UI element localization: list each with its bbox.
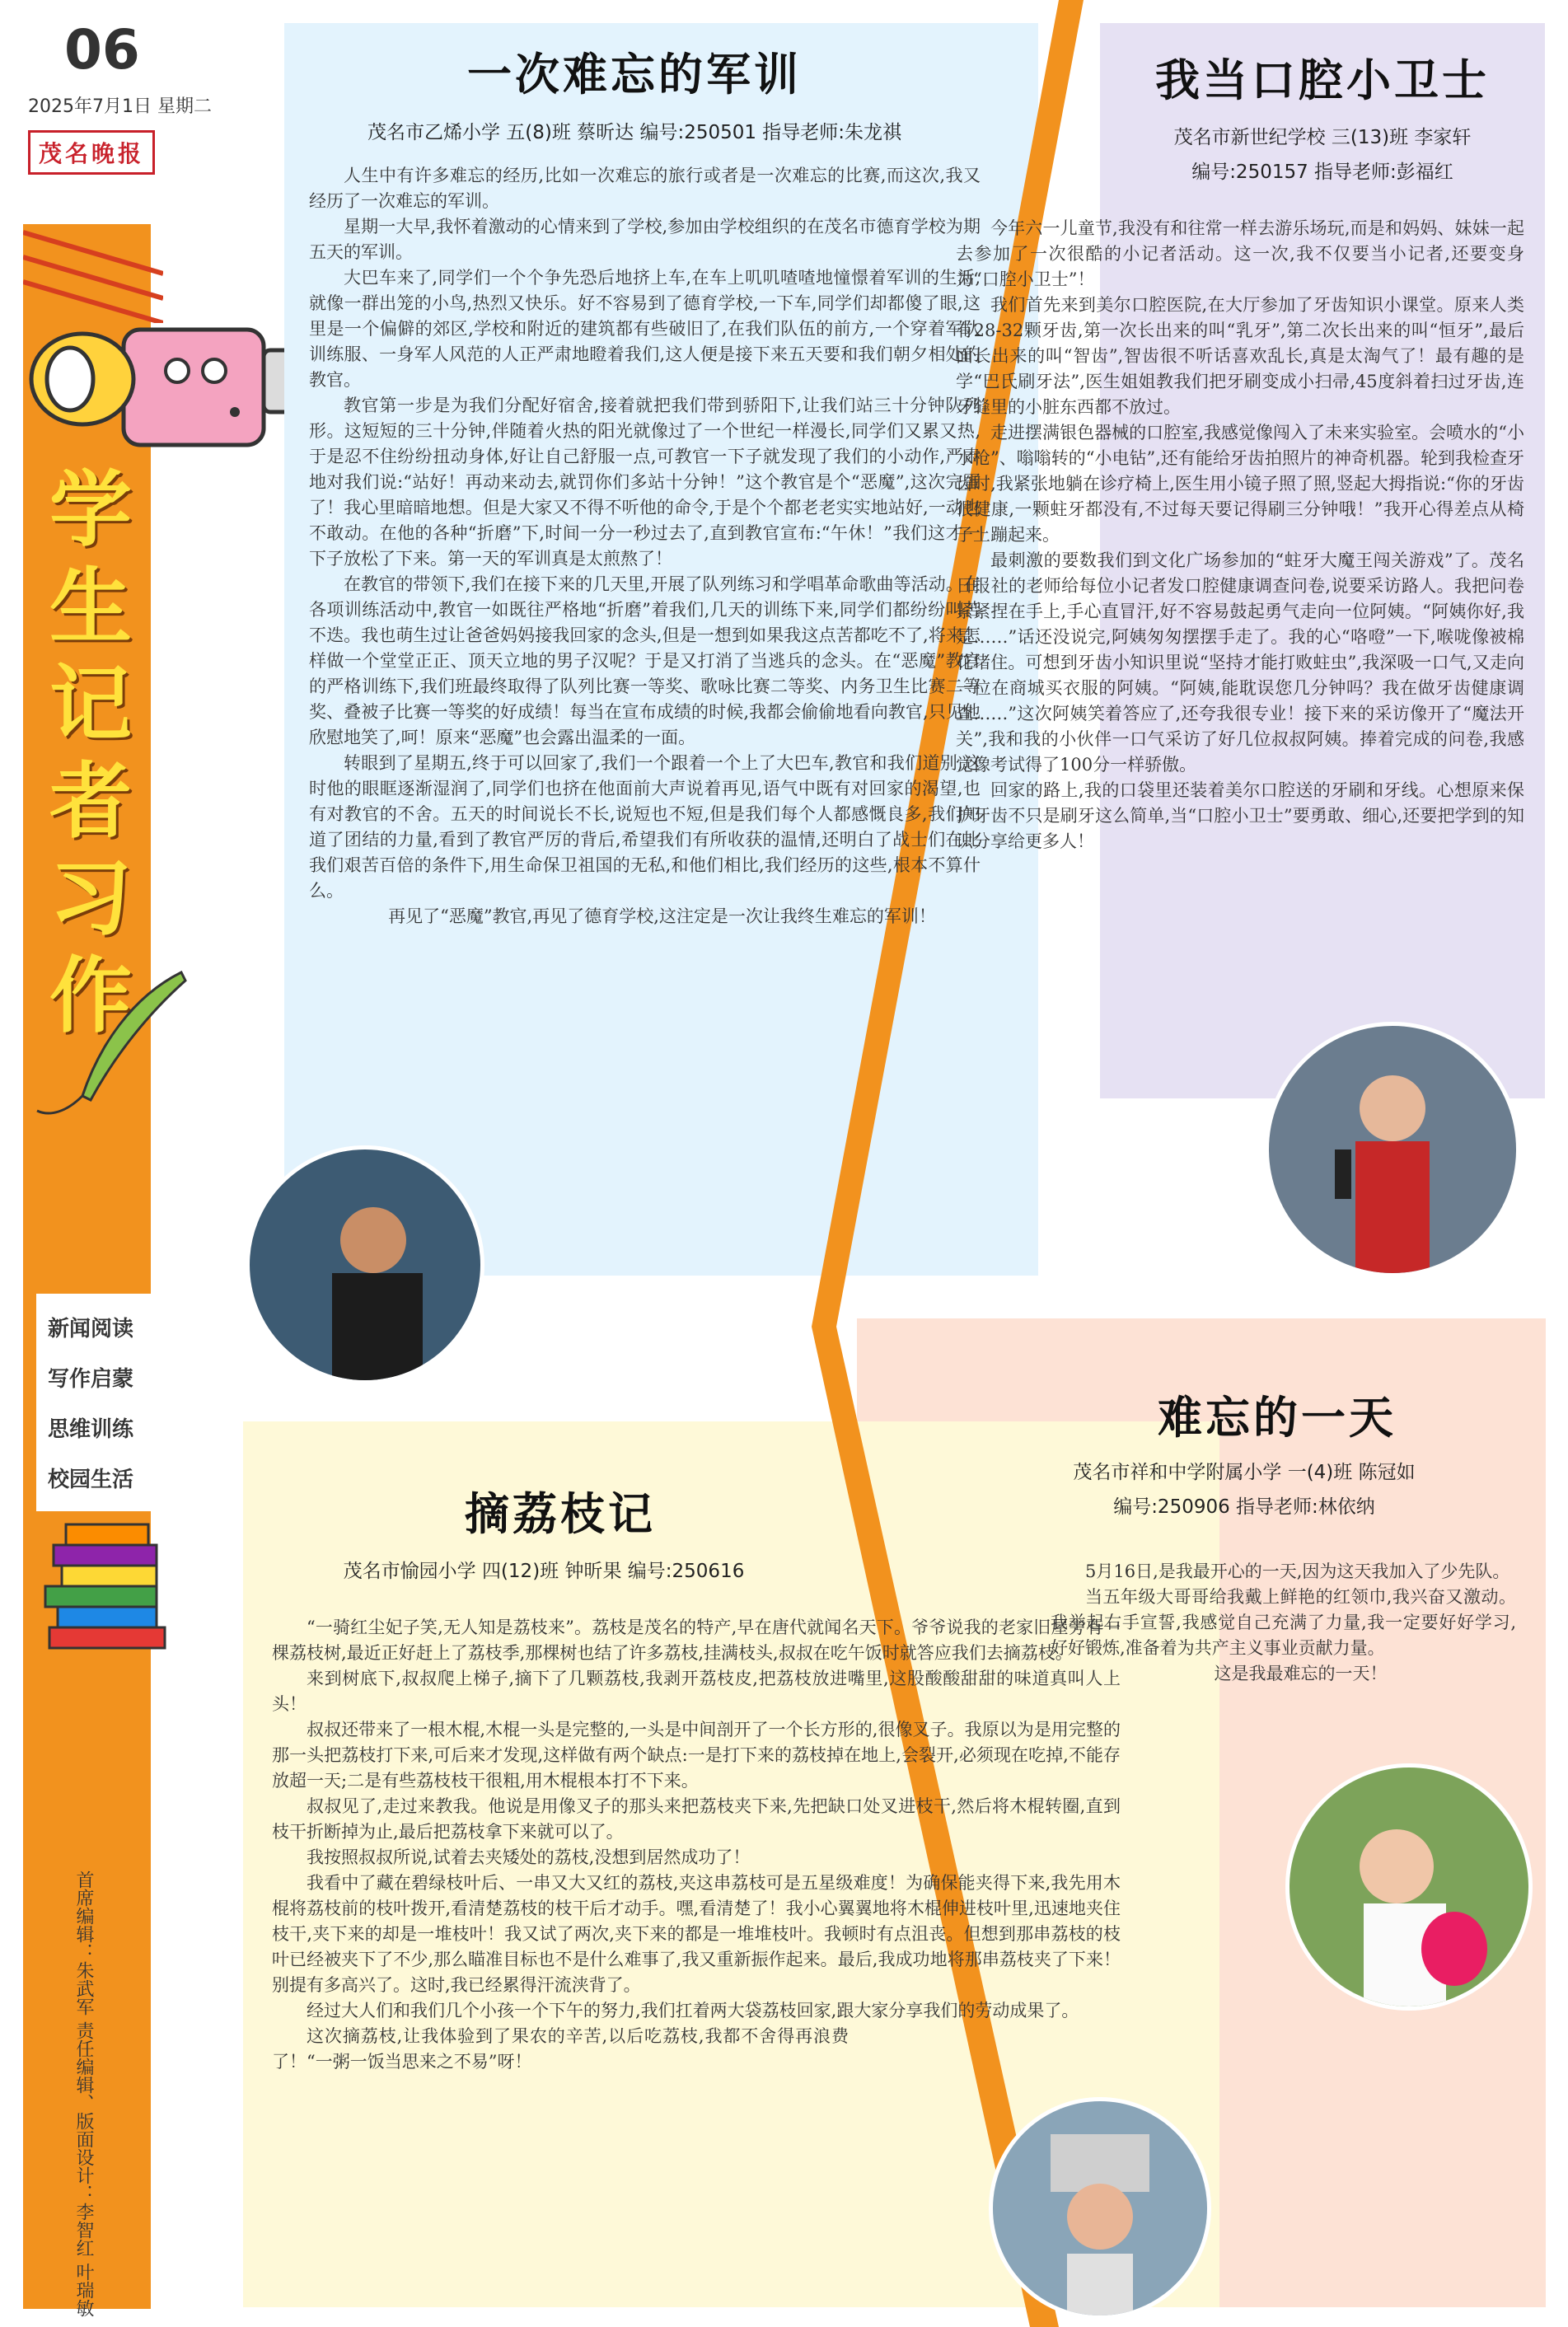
article-body-lychee (272, 1615, 1121, 2075)
paragraph: 教官第一步是为我们分配好宿舍,接着就把我们带到骄阳下,让我们站三十分钟队列形。这短短的三十分钟,伴随着火热的阳光就像过了一个世纪一样漫长,同学们又累又热,于是忍不住纷纷扭动身体,好让自己舒服一点,可教官一下子就发现了我们的小动作,严肃地对我们说:“站好！再动来动去,就罚你们多站十分钟！”这个教官是个“恶魔”,这次完蛋了！我心里暗暗地想。但是大家又不得不听他的命令,于是个个都老老实实地站好,一动也不敢动。在他的各种“折磨”下,时间一分一秒过去了,直到教官宣布:“午休！”我们这才一下子放松了下来。第一天的军训真是太煎熬了！ (309, 396, 981, 569)
paragraph: “一骑红尘妃子笑,无人知是荔枝来”。荔枝是茂名的特产,早在唐代就闻名天下。爷爷说我的老家旧屋旁有一棵荔枝树,最近正好赶上了荔枝季,那棵树也结了许多荔枝,挂满枝头,叔叔在吃午饭时就答应我们去摘荔枝。 (272, 1618, 1121, 1663)
paragraph: 当五年级大哥哥给我戴上鲜艳的红领巾,我兴奋又激动。我举起右手宣誓,我感觉自己充满了力量,我一定要好好学习,好好锻炼,准备着为共产主义事业贡献力量。 (1051, 1587, 1516, 1658)
article-body-military (309, 163, 981, 929)
section-title: 学生记者习作 (49, 461, 132, 1044)
paragraph: 人生中有许多难忘的经历,比如一次难忘的旅行或者是一次难忘的比赛,而这次,我又经历了一次难忘的军训。 (309, 166, 981, 211)
photo-boy-military (246, 1145, 484, 1384)
menu-item-news-reading[interactable]: 新闻阅读 (48, 1317, 134, 1341)
paragraph: 来到树底下,叔叔爬上梯子,摘下了几颗荔枝,我剥开荔枝皮,把荔枝放进嘴里,这股酸酸甜甜的味道真叫人上头！ (272, 1669, 1121, 1714)
books-icon (33, 1504, 181, 1660)
article-title-military: 一次难忘的军训 (467, 49, 802, 101)
menu-item-campus[interactable]: 校园生活 (48, 1468, 134, 1492)
photo-boy-reporter (1265, 1022, 1520, 1277)
menu-item-thinking[interactable]: 思维训练 (48, 1417, 134, 1442)
paragraph: 转眼到了星期五,终于可以回家了,我们一个跟着一个上了大巴车,教官和我们道别,这时他的眼眶逐渐湿润了,同学们也挤在他面前大声说着再见,语气中既有对回家的渴望,也有对教官的不舍。五天的时间说长不长,说短也不短,但是我们每个人都感慨良多,我们知道了团结的力量,看到了教官严厉的背后,希望我们有所收获的温情,还明白了战士们在比我们艰苦百倍的条件下,用生命保卫祖国的无私,和他们相比,我们经历的这些,根本不算什么。 (309, 753, 981, 901)
decorative-stripes (23, 224, 163, 323)
paragraph: 5月16日,是我最开心的一天,因为这天我加入了少先队。 (1085, 1561, 1510, 1581)
article-byline-lychee: 茂名市愉园小学 四(12)班 钟昕果 编号:250616 (343, 1561, 745, 1582)
paragraph: 这是我最难忘的一天！ (1214, 1664, 1388, 1683)
editor-credits: 首席编辑：朱武军 责任编辑、版面设计：李智红 叶瑞敏 (73, 1870, 94, 2317)
article-title-teeth: 我当口腔小卫士 (1155, 54, 1490, 106)
feather-pen-icon (33, 964, 198, 1129)
article-byline-military: 茂名市乙烯小学 五(8)班 蔡昕达 编号:250501 指导老师:朱龙祺 (367, 122, 902, 143)
photo-girl-flowers (1285, 1763, 1533, 2011)
paragraph: 我们首先来到美尔口腔医院,在大厅参加了牙齿知识小课堂。原来人类有28-32颗牙齿,第一次长出来的叫“乳牙”,第二次长出来的叫“恒牙”,最后面长出来的叫“智齿”,智齿很不听话喜欢乱长,真是太淘气了！最有趣的是学“巴氏刷牙法”,医生姐姐教我们把牙刷变成小扫帚,45度斜着扫过牙齿,连牙缝里的小脏东西都不放过。 (956, 295, 1524, 417)
article-title-day: 难忘的一天 (1158, 1392, 1397, 1444)
photo-girl-headdress (989, 2097, 1211, 2320)
menu-item-writing[interactable]: 写作启蒙 (48, 1367, 134, 1392)
paragraph: 大巴车来了,同学们一个个争先恐后地挤上车,在车上叽叽喳喳地憧憬着军训的生活,就像一群出笼的小鸟,热烈又快乐。好不容易到了德育学校,一下车,同学们却都傻了眼,这里是一个偏僻的郊区,学校和附近的建筑都有些破旧了,在我们队伍的前方,一个穿着军队训练服、一身军人风范的人正严肃地瞪着我们,这人便是接下来五天要和我们朝夕相处的教官。 (309, 268, 981, 390)
paragraph: 今年六一儿童节,我没有和往常一样去游乐场玩,而是和妈妈、妹妹一起去参加了一次很酷的小记者活动。这一次,我不仅要当小记者,还要变身为“口腔小卫士”！ (956, 218, 1524, 289)
paragraph: 回家的路上,我的口袋里还装着美尔口腔送的牙刷和牙线。心想原来保护牙齿不只是刷牙这么简单,当“口腔小卫士”要勇敢、细心,还要把学到的知识分享给更多人！ (956, 780, 1524, 851)
paragraph: 我按照叔叔所说,试着去夹矮处的荔枝,没想到居然成功了！ (307, 1847, 751, 1867)
paragraph: 经过大人们和我们几个小孩一个下午的努力,我们扛着两大袋荔枝回家,跟大家分享我们的劳动成果了。 (307, 2001, 1079, 2020)
article-byline-teeth: 茂名市新世纪学校 三(13)班 李家轩 (1173, 127, 1472, 148)
paragraph: 星期一大早,我怀着激动的心情来到了学校,参加由学校组织的在茂名市德育学校为期五天的军训。 (309, 217, 981, 262)
article-byline-teeth-2: 编号:250157 指导老师:彭福红 (1191, 162, 1453, 183)
paragraph: 在教官的带领下,我们在接下来的几天里,开展了队列练习和学唱革命歌曲等活动。在各项训练活动中,教官一如既往严格地“折磨”着我们,几天的训练下来,同学们都纷纷叫苦不迭。我也萌生过让爸爸妈妈接我回家的念头,但是一想到如果我这点苦都吃不了,将来怎样做一个堂堂正正、顶天立地的男子汉呢？于是又打消了当逃兵的念头。在“恶魔”教官的严格训练下,我们班最终取得了队列比赛一等奖、歌咏比赛二等奖、内务卫生比赛二等奖、叠被子比赛一等奖的好成绩！每当在宣布成绩的时候,我都会偷偷地看向教官,只见他欣慰地笑了,呵！原来“恶魔”也会露出温柔的一面。 (309, 574, 981, 747)
paragraph: 走进摆满银色器械的口腔室,我感觉像闯入了未来实验室。会喷水的“小水枪”、嗡嗡转的“小电钻”,还有能给牙齿拍照片的神奇机器。轮到我检查牙齿时,我紧张地躺在诊疗椅上,医生用小镜子照了照,竖起大拇指说:“你的牙齿很健康,一颗蛀牙都没有,不过每天要记得刷三分钟哦！”我开心得差点从椅子上蹦起来。 (956, 423, 1524, 545)
section-menu (36, 1294, 152, 1511)
article-title-lychee: 摘荔枝记 (465, 1488, 656, 1540)
article-byline-day: 茂名市祥和中学附属小学 一(4)班 陈冠如 (1073, 1462, 1416, 1483)
paragraph: 这次摘荔枝,让我体验到了果农的辛苦,以后吃荔枝,我都不舍得再浪费了！“一粥一饭当思来之不易”呀！ (272, 2026, 849, 2072)
paragraph: 叔叔见了,走过来教我。他说是用像叉子的那头来把荔枝夹下来,先把缺口处叉进枝干,然后将木棍转圈,直到枝干折断掉为止,最后把荔枝拿下来就可以了。 (272, 1796, 1121, 1842)
article-byline-day-2: 编号:250906 指导老师:林依纳 (1113, 1496, 1375, 1518)
newspaper-logo: 茂名晚报 (28, 130, 155, 175)
page-number: 06 (64, 18, 140, 82)
paragraph: 我看中了藏在碧绿枝叶后、一串又大又红的荔枝,夹这串荔枝可是五星级难度！为确保能夹得下来,我先用木棍将荔枝前的枝叶拨开,看清楚荔枝的枝干后才动手。嘿,看清楚了！我小心翼翼地将木棍伸进枝叶里,迅速地夹住枝干,夹下来的却是一堆枝叶！我又试了两次,夹下来的都是一堆堆枝叶。我顿时有点沮丧。但想到那串荔枝的枝叶已经被夹下了不少,那么瞄准目标也不是什么难事了,我又重新振作起来。最后,我成功地将那串荔枝夹了下来！别提有多高兴了。这时,我已经累得汗流浃背了。 (272, 1873, 1121, 1995)
paragraph: 叔叔还带来了一根木棍,木棍一头是完整的,一头是中间剖开了一个长方形的,很像叉子。我原以为是用完整的那一头把荔枝打下来,可后来才发现,这样做有两个缺点:一是打下来的荔枝掉在地上,会裂开,必须现在吃掉,不能存放超一天;二是有些荔枝枝干很粗,用木棍根本打不下来。 (272, 1720, 1121, 1791)
issue-date: 2025年7月1日 星期二 (28, 96, 212, 117)
article-body-teeth (956, 216, 1524, 854)
paragraph: 再见了“恶魔”教官,再见了德育学校,这注定是一次让我终生难忘的军训！ (388, 906, 936, 926)
camera-icon (25, 313, 305, 461)
paragraph: 最刺激的要数我们到文化广场参加的“蛀牙大魔王闯关游戏”了。茂名日报社的老师给每位小记者发口腔健康调查问卷,说要采访路人。我把问卷紧紧捏在手上,手心直冒汗,好不容易鼓起勇气走向一位阿姨。“阿姨你好,我是……”话还没说完,阿姨匆匆摆摆手走了。我的心“咯噔”一下,喉咙像被棉花堵住。可想到牙齿小知识里说“坚持才能打败蛀虫”,我深吸一口气,又走向一位在商城买衣服的阿姨。“阿姨,能耽误您几分钟吗？我在做牙齿健康调查……”这次阿姨笑着答应了,还夸我很专业！接下来的采访像开了“魔法开关”,我和我的小伙伴一口气采访了好几位叔叔阿姨。捧着完成的问卷,我感觉像考试得了100分一样骄傲。 (956, 550, 1524, 775)
